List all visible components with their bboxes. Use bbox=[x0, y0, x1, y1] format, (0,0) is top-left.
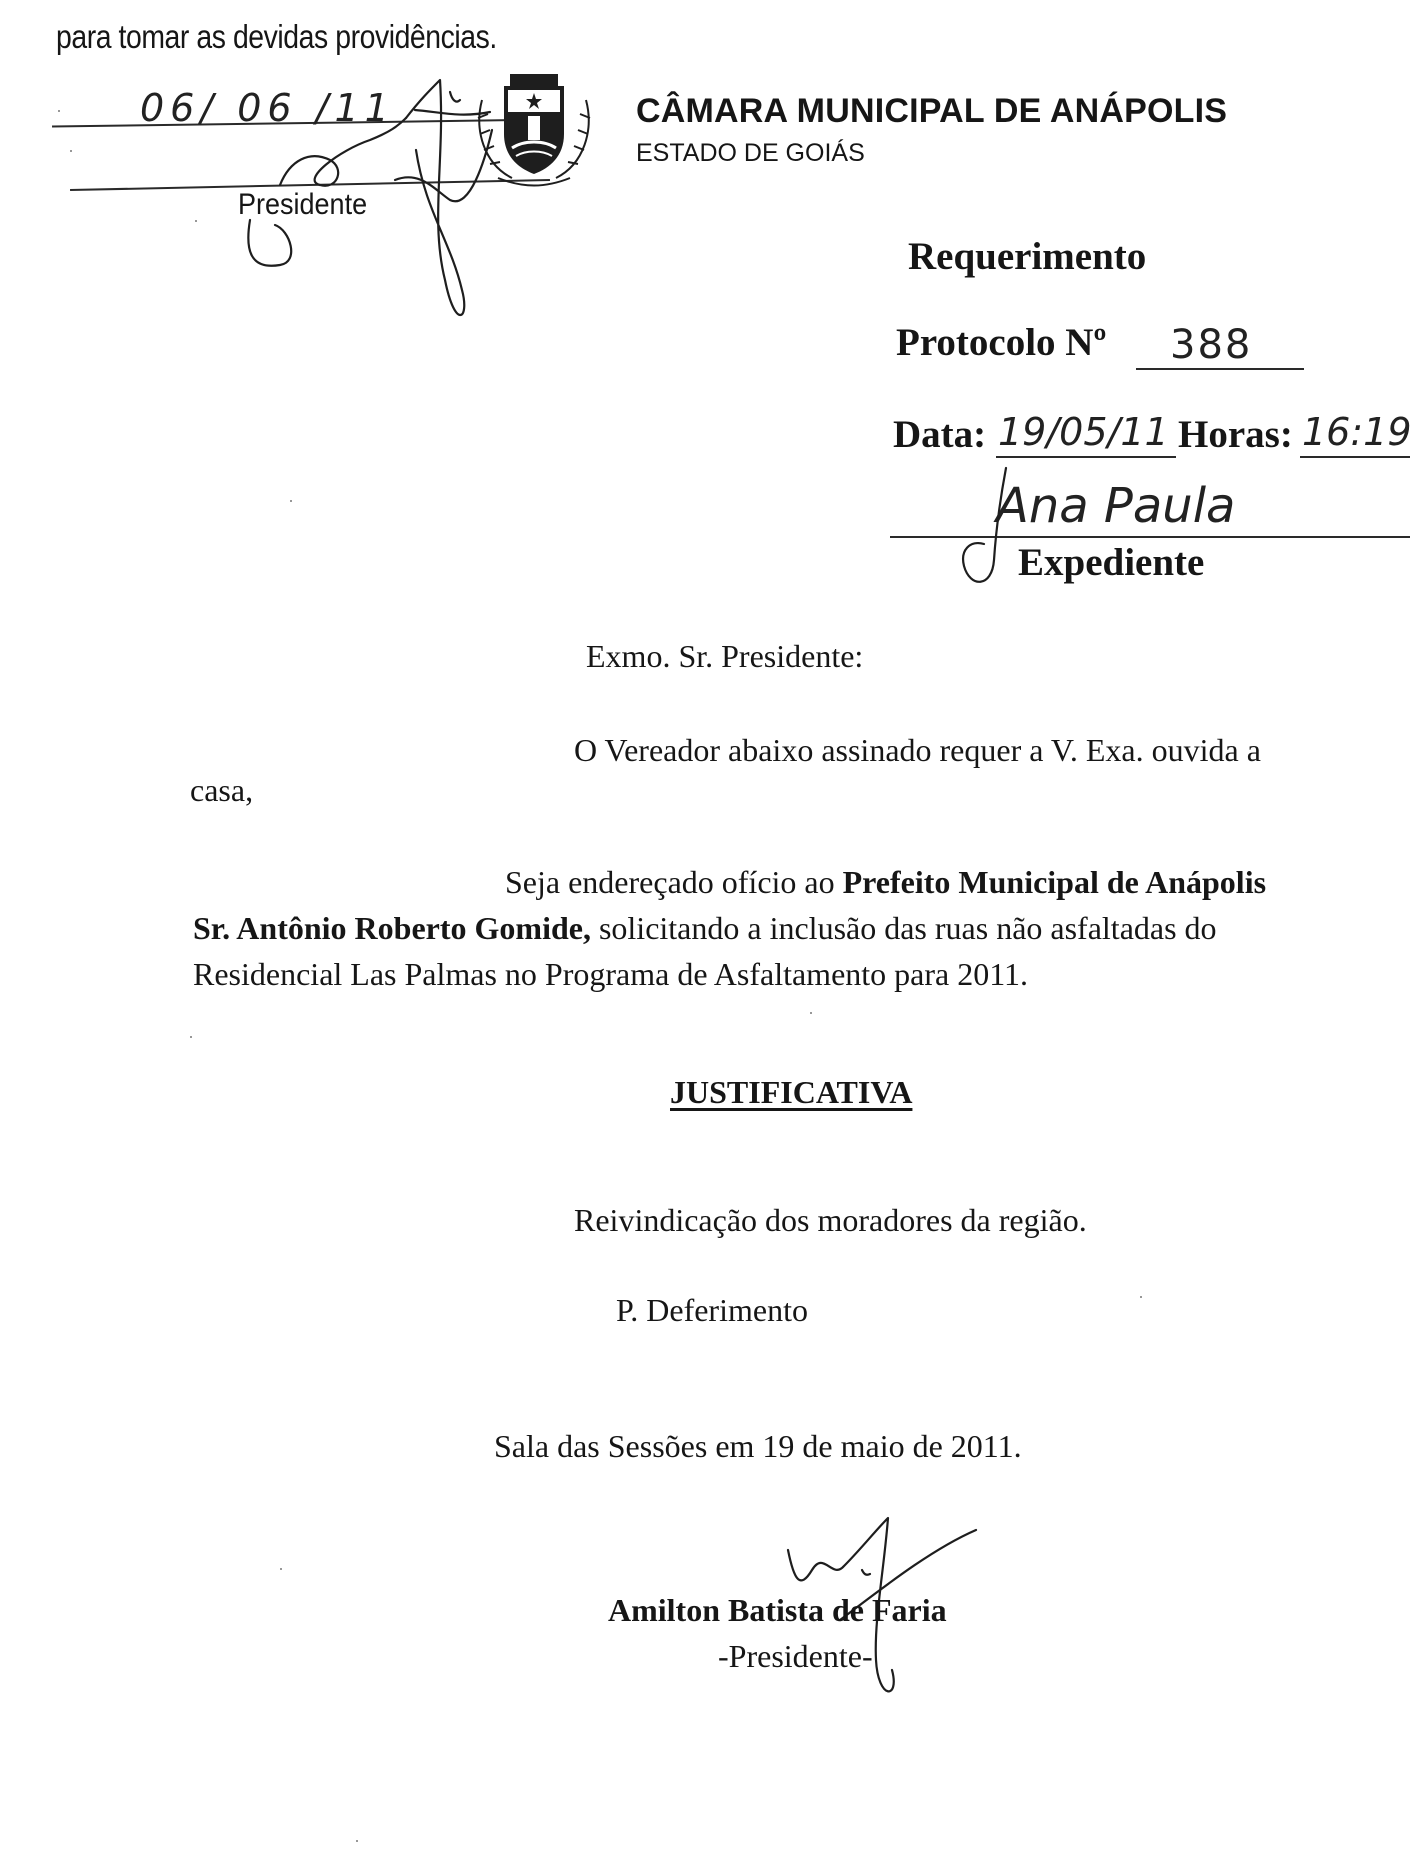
request-line-3: Residencial Las Palmas no Programa de Asfaltamento para 2011. bbox=[193, 956, 1029, 992]
president-dispatch-signature bbox=[220, 0, 700, 340]
request-line-1 bbox=[505, 864, 1266, 901]
protocol-number-handwritten: 388 bbox=[1170, 322, 1253, 368]
scan-speck bbox=[70, 150, 72, 152]
state-name: ESTADO DE GOIÁS bbox=[636, 139, 865, 167]
place-and-date: Sala das Sessões em 19 de maio de 2011. bbox=[494, 1428, 1022, 1464]
stamp-role-label: Presidente bbox=[238, 188, 368, 221]
protocol-label: Protocolo Nº bbox=[896, 321, 1107, 364]
scan-speck bbox=[1140, 1296, 1142, 1298]
recipient-title: Prefeito Municipal de Anápolis bbox=[842, 864, 1267, 900]
request-line-2-rest: solicitando a inclusão das ruas não asfaltadas do bbox=[598, 910, 1217, 946]
municipal-coat-of-arms bbox=[468, 60, 600, 192]
date-label: Data: bbox=[893, 413, 987, 456]
clerk-signature: Ana Paula bbox=[996, 478, 1236, 534]
justification-text: Reivindicação dos moradores da região. bbox=[574, 1202, 1087, 1238]
signatory-role: -Presidente- bbox=[718, 1638, 873, 1674]
date-underline bbox=[996, 456, 1176, 458]
scan-speck bbox=[810, 1012, 812, 1014]
institution-name: CÂMARA MUNICIPAL DE ANÁPOLIS bbox=[636, 92, 1228, 130]
request-line-1-start: Seja endereçado ofício ao bbox=[505, 864, 835, 900]
request-line-2 bbox=[193, 910, 1217, 947]
protocol-number-line bbox=[1136, 368, 1304, 370]
scan-speck bbox=[195, 220, 197, 222]
justification-heading: JUSTIFICATIVA bbox=[670, 1074, 913, 1110]
stamp-date-handwritten: 06/ 06 /11 bbox=[140, 86, 395, 130]
clerk-role: Expediente bbox=[1018, 541, 1205, 584]
signatory-name: Amilton Batista de Faria bbox=[608, 1592, 947, 1628]
scan-speck bbox=[280, 1568, 282, 1570]
hours-label: Horas: bbox=[1178, 413, 1293, 456]
scan-speck bbox=[356, 1840, 358, 1842]
salutation: Exmo. Sr. Presidente: bbox=[586, 638, 864, 674]
dispatch-stamp-text: para tomar as devidas providências. bbox=[56, 18, 497, 55]
scan-speck bbox=[290, 500, 292, 502]
date-handwritten: 19/05/11 bbox=[998, 410, 1169, 454]
scan-speck bbox=[190, 1036, 192, 1038]
hours-underline bbox=[1300, 456, 1410, 458]
intro-line-1: O Vereador abaixo assinado requer a V. Exa. ouvida a bbox=[574, 732, 1261, 768]
recipient-name: Sr. Antônio Roberto Gomide, bbox=[193, 910, 591, 946]
scan-speck bbox=[58, 110, 60, 112]
closing-formula: P. Deferimento bbox=[616, 1292, 808, 1328]
intro-line-2: casa, bbox=[190, 772, 254, 808]
hours-handwritten: 16:19 bbox=[1302, 410, 1412, 454]
document-type: Requerimento bbox=[908, 235, 1147, 278]
